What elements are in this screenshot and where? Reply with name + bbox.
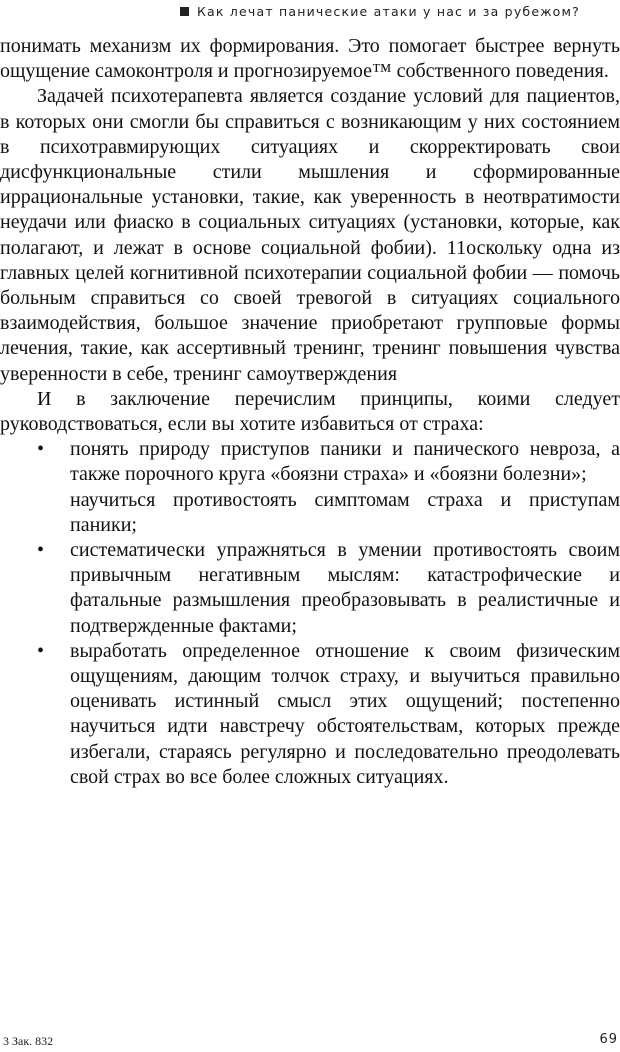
bullet-icon: • xyxy=(37,539,45,562)
principles-list xyxy=(0,437,620,790)
list-item xyxy=(0,437,620,487)
paragraph-1: понимать механизм их формирования. Это помогает быстрее вернуть ощущение самоконтроля и прогнозируемое™ собственного поведения. xyxy=(0,35,620,83)
list-item-continuation: научиться противостоять симптомам страха и приступам паники; xyxy=(70,488,620,536)
page-number: 69 xyxy=(599,1032,618,1047)
list-item xyxy=(0,639,620,790)
footer-order-number: 3 Зак. 832 xyxy=(3,1034,54,1048)
running-header xyxy=(180,4,580,19)
bullet-icon: • xyxy=(37,639,45,662)
bullet-icon: • xyxy=(37,438,45,461)
list-item xyxy=(0,538,620,639)
running-header-title: Как лечат панические атаки у нас и за рубежом? xyxy=(196,4,580,19)
list-item-text: систематически упражняться в умении противостоять своим привычным негативным мыслям: катастрофические и фатальные размышления преобразовывать в реалистичные и подтвержденные фактами; xyxy=(70,539,620,637)
list-item-text: выработать определенное отношение к своим физическим ощущениям, дающим толчок страху, и выучиться правильно оценивать истинный смысл этих ощущений; постепенно научиться идти навстречу обстоятельствам, которых прежде избегали, стараясь регулярно и последовательно преодолевать свой страх во все более сложных ситуациях. xyxy=(70,639,620,788)
paragraph-3: И в заключение перечислим принципы, коими следует руководствоваться, если вы хотите избавиться от страха: xyxy=(0,387,620,436)
square-bullet-icon xyxy=(180,7,189,16)
list-item-text: понять природу приступов паники и панического невроза, а также порочного круга «боязни страха» и «боязни болезни»; xyxy=(70,438,620,486)
page-body xyxy=(0,34,620,790)
paragraph-2: Задачей психотерапевта является создание условий для пациентов, в которых они смогли бы справиться с возникающим у них состоянием в психотравмирующих ситуациях и скорректировать свои дисфункциональные стили мышления и сформированные иррациональные установки, такие, как уверенность в неотвратимости неудачи или фиаско в социальных ситуациях (установки, которые, как полагают, и лежат в основе социальной фобии). 11оскольку одна из главных целей когнитивной психотерапии социальной фобии — помочь больным справиться со своей тревогой в ситуациях социального взаимодействия, большое значение приобретают групповые формы лечения, такие, как ассертивный тренинг, тренинг повышения чувства уверенности в себе, тренинг самоутверждения xyxy=(0,85,620,385)
